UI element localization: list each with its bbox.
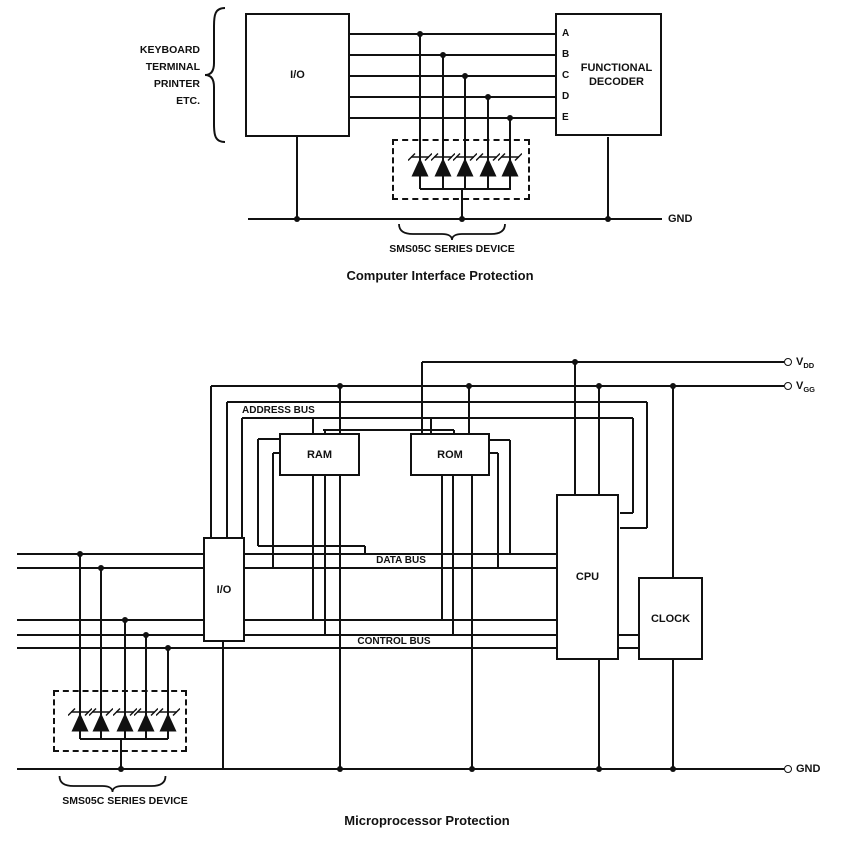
wire-horizontal (17, 768, 784, 770)
wire-horizontal (227, 401, 647, 403)
vgg-terminal-icon (784, 382, 792, 390)
wire-vertical (598, 660, 600, 769)
decoder-pin-a: A (562, 28, 570, 39)
wire-vertical (441, 476, 443, 620)
tvs-array-dashed-box (53, 690, 187, 752)
junction-dot (337, 383, 343, 389)
wire-vertical (210, 386, 212, 537)
gnd-label-top: GND (668, 213, 693, 225)
wire-horizontal (211, 385, 784, 387)
wire-vertical (430, 418, 432, 433)
wire-vertical (222, 642, 224, 769)
underbrace-icon (57, 775, 168, 793)
gnd-label-bottom: GND (796, 763, 821, 775)
junction-dot (469, 766, 475, 772)
wire-vertical (646, 402, 648, 528)
vdd-label: $V_{DD}$ (796, 356, 815, 371)
cpu-label: CPU (575, 571, 600, 583)
wire-horizontal (422, 361, 784, 363)
junction-dot (143, 632, 149, 638)
wire-vertical (339, 476, 341, 769)
wire-vertical (226, 402, 228, 537)
wire-horizontal (490, 439, 510, 441)
wire-vertical (574, 362, 576, 494)
wire-horizontal (620, 512, 633, 514)
control-bus-label: CONTROL BUS (357, 636, 431, 647)
wire-vertical (257, 439, 259, 546)
wire-horizontal (323, 429, 454, 431)
gnd-terminal-icon (784, 765, 792, 773)
io-block-bottom (203, 537, 245, 642)
junction-dot (77, 551, 83, 557)
io-label: I/O (290, 69, 305, 81)
junction-dot (670, 383, 676, 389)
device-list-item: ETC. (176, 95, 200, 107)
wire-vertical (312, 418, 314, 433)
rom-label: ROM (437, 448, 463, 461)
device-list-item: TERMINAL (145, 61, 200, 73)
wire-vertical (272, 453, 274, 568)
wire-vertical (312, 476, 314, 620)
junction-dot (165, 645, 171, 651)
decoder-pin-d: D (562, 91, 570, 102)
ram-block (279, 433, 360, 476)
top-caption: Computer Interface Protection (346, 268, 534, 283)
device-list-item: KEYBOARD (139, 44, 200, 56)
wire-horizontal (620, 527, 647, 529)
tvs-device-label-bottom: SMS05C SERIES DEVICE (62, 795, 188, 807)
junction-dot (670, 766, 676, 772)
decoder-pin-e: E (562, 112, 569, 123)
wire-vertical (632, 418, 634, 513)
bottom-caption: Microprocessor Protection (344, 813, 510, 828)
wire-vertical (339, 386, 341, 433)
junction-dot (98, 565, 104, 571)
decoder-pin-c: C (562, 70, 570, 81)
data-bus-label: DATA BUS (376, 555, 426, 566)
junction-dot (596, 766, 602, 772)
wire-vertical (421, 362, 423, 433)
wire-vertical (364, 546, 366, 554)
ram-label: RAM (306, 448, 333, 461)
cpu-block (556, 494, 619, 660)
vgg-label: $V_{GG}$ (796, 380, 816, 395)
wire-vertical (324, 476, 326, 635)
wire-vertical (672, 660, 674, 769)
junction-dot (466, 383, 472, 389)
wire-vertical (598, 386, 600, 494)
wire-vertical (241, 418, 243, 537)
junction-dot (122, 617, 128, 623)
junction-dot (337, 766, 343, 772)
vdd-terminal-icon (784, 358, 792, 366)
tvs-device-label-top: SMS05C SERIES DEVICE (389, 243, 515, 255)
rom-block (410, 433, 490, 476)
wire-vertical (471, 476, 473, 769)
wire-vertical (452, 476, 454, 635)
clock-label: CLOCK (650, 612, 691, 625)
device-list-item: PRINTER (153, 78, 200, 90)
junction-dot (572, 359, 578, 365)
wire-vertical (497, 453, 499, 568)
io-label: I/O (216, 583, 232, 596)
clock-block (638, 577, 703, 660)
wire-vertical (672, 386, 674, 577)
wire-vertical (468, 386, 470, 433)
decoder-label: FUNCTIONAL DECODER (580, 61, 653, 88)
wire-horizontal (258, 438, 279, 440)
wire-horizontal (17, 553, 556, 555)
decoder-pin-b: B (562, 49, 570, 60)
wire-vertical (509, 440, 511, 554)
wire-horizontal (17, 634, 638, 636)
address-bus-label: ADDRESS BUS (242, 405, 315, 416)
junction-dot (118, 766, 124, 772)
wire-horizontal (17, 619, 556, 621)
junction-dot (596, 383, 602, 389)
wire-horizontal (17, 647, 638, 649)
